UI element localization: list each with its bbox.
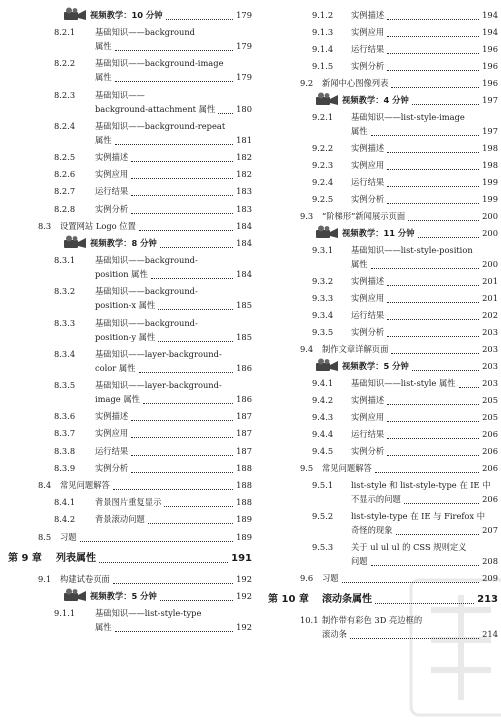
page-number: 183: [236, 203, 252, 214]
entry-number: 8.3.3: [54, 317, 76, 328]
page-number: 200: [482, 228, 498, 238]
entry-title: 运行结果: [95, 186, 129, 197]
page-number: 186: [236, 362, 252, 373]
page-number: 192: [236, 574, 252, 584]
page-number: 199: [482, 194, 498, 204]
entry-number: 9.2.5: [312, 194, 334, 204]
entry-number: 8.3.4: [54, 348, 76, 359]
entry-number: 9.1.2: [312, 10, 334, 20]
leader-dots: [164, 505, 233, 507]
entry-title: 视频教学：5 分钟: [90, 591, 157, 602]
entry-title: 运行结果: [351, 310, 385, 320]
leader-dots: [387, 18, 479, 20]
page-number: 213: [477, 594, 498, 605]
entry-title: 基础知识——: [95, 89, 145, 100]
entry-title: 实例应用: [351, 293, 385, 303]
entry-title: 实例应用: [95, 169, 129, 180]
entry-title: 视频教学：8 分钟: [90, 238, 157, 248]
leader-dots: [115, 143, 233, 145]
leader-dots: [387, 168, 479, 170]
entry-title: 实例描述: [351, 276, 385, 286]
entry-title: 背景图片重复显示: [95, 497, 162, 508]
leader-dots: [131, 194, 233, 196]
watermark-seal: [401, 570, 501, 720]
entry-title: 实例描述: [351, 143, 385, 153]
leader-dots: [387, 301, 479, 303]
page-number: 197: [482, 126, 498, 136]
entry-title: 实例分析: [95, 462, 129, 473]
entry-title-cont: 问题: [351, 556, 368, 566]
entry-number: 9.6: [300, 573, 314, 583]
entry-number: 9.4.3: [312, 412, 334, 422]
leader-dots: [371, 267, 479, 269]
leader-dots: [115, 80, 233, 82]
entry-number: 9.5.1: [312, 480, 334, 490]
leader-dots: [418, 236, 479, 238]
leader-dots: [412, 103, 479, 105]
entry-number: 9.3: [300, 211, 314, 221]
page-number: 214: [482, 629, 498, 639]
page-number: 185: [236, 331, 252, 342]
entry-number: 8.3.6: [54, 411, 76, 422]
page-number: 196: [482, 61, 498, 71]
entry-title-cont: 属性: [95, 134, 112, 145]
entry-title: 视频教学：5 分钟: [342, 361, 409, 371]
leader-dots: [396, 533, 479, 535]
leader-dots: [459, 386, 479, 388]
leader-dots: [148, 522, 233, 524]
page-number: 202: [482, 310, 498, 320]
entry-number: 9.1.3: [312, 27, 334, 37]
entry-number: 8.4: [38, 480, 52, 490]
leader-dots: [391, 352, 479, 354]
leader-dots: [160, 599, 233, 601]
leader-dots: [166, 18, 233, 20]
leader-dots: [371, 564, 479, 566]
entry-number: 9.5.2: [312, 511, 334, 521]
entry-number: 9.2.3: [312, 160, 334, 170]
leader-dots: [151, 277, 233, 279]
entry-title: “阶梯形”新闻展示页面: [322, 211, 406, 221]
page-number: 196: [482, 44, 498, 54]
entry-title: 制作文章详解页面: [322, 344, 389, 354]
entry-number: 10.1: [300, 615, 319, 625]
page-number: 209: [482, 573, 498, 583]
entry-number: 8.2.8: [54, 203, 76, 214]
entry-title: 新闻中心图像列表: [322, 78, 389, 88]
leader-dots: [131, 454, 233, 456]
entry-title: 运行结果: [351, 44, 385, 54]
page-number: 201: [482, 276, 498, 286]
page-number: 179: [236, 72, 252, 83]
page-number: 207: [482, 525, 498, 535]
entry-number: 9.2.4: [312, 177, 334, 187]
entry-title: 基础知识——background: [95, 27, 195, 38]
entry-title: 视频教学：4 分钟: [342, 95, 409, 105]
entry-title: 关于 ul ul ul 的 CSS 规则定义: [351, 542, 467, 552]
entry-title-cont: 属性: [95, 41, 112, 52]
page-number: 189: [236, 531, 252, 542]
entry-title: 基础知识——background-: [95, 255, 198, 266]
entry-number: 8.3.7: [54, 428, 76, 439]
entry-title-cont: image 属性: [95, 394, 140, 404]
video-camera-icon: [314, 225, 340, 239]
leader-dots: [371, 134, 479, 136]
entry-number: 9.4.2: [312, 395, 334, 405]
leader-dots: [80, 540, 233, 542]
page-number: 184: [236, 269, 252, 280]
entry-number: 8.5: [38, 531, 52, 542]
leader-dots: [387, 420, 479, 422]
entry-number: 9.2.1: [312, 112, 334, 122]
entry-number: 9.3.4: [312, 310, 334, 320]
entry-title-cont: background-attachment 属性: [95, 103, 216, 114]
page-number: 188: [236, 480, 252, 490]
entry-title-cont: 奇怪的现象: [351, 525, 393, 535]
page-number: 182: [236, 169, 252, 180]
entry-title: 设置网站 Logo 位置: [60, 220, 136, 231]
leader-dots: [387, 185, 479, 187]
entry-number: 9.5.3: [312, 542, 334, 552]
entry-title: 背景滚动问题: [95, 514, 145, 525]
page-number: 179: [236, 41, 252, 52]
entry-title: 实例分析: [95, 203, 129, 214]
page-number: 180: [236, 103, 252, 114]
page-number: 199: [482, 177, 498, 187]
entry-number: 9.4.1: [312, 378, 334, 388]
entry-number: 8.2.1: [54, 27, 76, 38]
leader-dots: [391, 86, 479, 88]
entry-title-cont: 滚动条: [322, 629, 347, 639]
page-number: 181: [236, 134, 252, 145]
page-number: 187: [236, 428, 252, 439]
leader-dots: [412, 369, 479, 371]
page-number: 187: [236, 411, 252, 422]
page-number: 203: [482, 361, 498, 371]
entry-title-cont: color 属性: [95, 362, 136, 373]
page-number: 182: [236, 152, 252, 162]
page-number: 201: [482, 293, 498, 303]
entry-title: 实例分析: [351, 446, 385, 456]
entry-number: 8.2.3: [54, 89, 76, 100]
page-number: 188: [236, 462, 252, 473]
leader-dots: [131, 212, 233, 214]
video-camera-icon: [62, 7, 88, 21]
entry-number: 8.2.2: [54, 58, 76, 69]
entry-title: 常见问题解答: [60, 480, 110, 490]
entry-title: 实例描述: [351, 395, 385, 405]
leader-dots: [131, 177, 233, 179]
entry-number: 9.3.1: [312, 245, 334, 255]
page-number: 192: [236, 622, 252, 633]
video-camera-icon: [62, 588, 88, 602]
leader-dots: [131, 419, 233, 421]
entry-title-cont: 属性: [95, 622, 112, 633]
page-number: 203: [482, 327, 498, 337]
leader-dots: [158, 308, 233, 310]
entry-number: 9.4.4: [312, 429, 334, 439]
entry-number: 8.2.6: [54, 169, 76, 180]
entry-number: 8.3.1: [54, 255, 76, 266]
page-number: 194: [482, 27, 498, 37]
entry-title-cont: position-x 属性: [95, 300, 156, 311]
leader-dots: [99, 561, 228, 563]
entry-number: 8.3.2: [54, 286, 76, 297]
entry-title: list-style 和 list-style-type 在 IE 中: [351, 480, 491, 490]
entry-title: 实例描述: [95, 152, 129, 162]
leader-dots: [218, 112, 233, 114]
entry-number: 9.1.4: [312, 44, 334, 54]
entry-title-cont: 属性: [351, 259, 368, 269]
entry-title: 实例应用: [351, 27, 385, 37]
entry-number: 9.4.5: [312, 446, 334, 456]
entry-number: 8.2.5: [54, 152, 76, 162]
entry-title-cont: 属性: [351, 126, 368, 136]
entry-number: 8.3.5: [54, 380, 76, 390]
entry-title: list-style-type 在 IE 与 Firefox 中: [351, 511, 486, 521]
page-number: 198: [482, 143, 498, 153]
page-number: 200: [482, 259, 498, 269]
entry-number: 8.3.8: [54, 445, 76, 456]
entry-number: 8.2.4: [54, 120, 76, 131]
entry-number: 9.1.1: [54, 608, 76, 619]
page-number: 203: [482, 378, 498, 388]
leader-dots: [375, 471, 479, 473]
entry-title: 基础知识——list-style 属性: [351, 378, 456, 388]
entry-number: 8.4.1: [54, 497, 76, 508]
leader-dots: [115, 49, 233, 51]
entry-title: 习题: [322, 573, 339, 583]
entry-number: 第 10 章: [268, 594, 309, 605]
entry-number: 9.3.5: [312, 327, 334, 337]
page-number: 206: [482, 446, 498, 456]
entry-title: 滚动条属性: [322, 594, 372, 605]
leader-dots: [404, 502, 479, 504]
entry-title: 视频教学：11 分钟: [342, 228, 415, 238]
page-number: 179: [236, 10, 252, 20]
entry-title: 运行结果: [95, 445, 129, 456]
entry-number: 9.4: [300, 344, 314, 354]
page-number: 184: [236, 220, 252, 231]
page-number: 206: [482, 429, 498, 439]
page-number: 198: [482, 160, 498, 170]
entry-title: 实例描述: [351, 10, 385, 20]
page-number: 185: [236, 300, 252, 311]
entry-number: 9.5: [300, 463, 314, 473]
entry-title: 习题: [60, 531, 77, 542]
entry-title: 实例分析: [351, 327, 385, 337]
leader-dots: [131, 471, 233, 473]
video-camera-icon: [62, 235, 88, 249]
page-number: 189: [236, 514, 252, 525]
page-number: 206: [482, 463, 498, 473]
video-camera-icon: [314, 92, 340, 106]
entry-title-cont: 不显示的问题: [351, 494, 401, 504]
page-number: 208: [482, 556, 498, 566]
leader-dots: [139, 371, 233, 373]
leader-dots: [131, 436, 233, 438]
entry-title: 基础知识——layer-background-: [95, 380, 222, 390]
leader-dots: [387, 151, 479, 153]
entry-title: 基础知识——background-image: [95, 58, 224, 69]
entry-title-cont: position 属性: [95, 269, 148, 280]
entry-number: 9.1: [38, 574, 52, 584]
leader-dots: [387, 437, 479, 439]
page-number: 206: [482, 494, 498, 504]
entry-title: 基础知识——background-repeat: [95, 120, 226, 131]
leader-dots: [113, 488, 233, 490]
entry-title: 基础知识——layer-background-: [95, 348, 222, 359]
entry-title: 构建试卷页面: [60, 574, 110, 584]
leader-dots: [387, 69, 479, 71]
page-number: 191: [231, 552, 252, 564]
leader-dots: [387, 335, 479, 337]
page-number: 203: [482, 344, 498, 354]
entry-number: 9.2: [300, 78, 314, 88]
entry-title: 基础知识——background-: [95, 286, 198, 297]
leader-dots: [139, 229, 233, 231]
leader-dots: [113, 582, 233, 584]
entry-number: 9.2.2: [312, 143, 334, 153]
page-number: 183: [236, 186, 252, 197]
entry-title: 基础知识——list-style-type: [95, 608, 202, 619]
entry-title: 列表属性: [56, 552, 96, 564]
page-number: 205: [482, 395, 498, 405]
entry-title: 实例分析: [351, 194, 385, 204]
leader-dots: [408, 219, 479, 221]
entry-title: 实例应用: [351, 160, 385, 170]
entry-number: 8.3: [38, 220, 52, 231]
entry-title: 制作带有彩色 3D 亮边框的: [322, 615, 423, 625]
entry-title: 实例应用: [95, 428, 129, 439]
entry-title: 常见问题解答: [322, 463, 372, 473]
leader-dots: [387, 454, 479, 456]
leader-dots: [131, 160, 233, 162]
entry-title-cont: 属性: [95, 72, 112, 83]
page-number: 200: [482, 211, 498, 221]
leader-dots: [387, 403, 479, 405]
page-number: 187: [236, 445, 252, 456]
entry-title: 视频教学：10 分钟: [90, 10, 163, 20]
leader-dots: [158, 340, 233, 342]
leader-dots: [387, 284, 479, 286]
entry-title: 运行结果: [351, 429, 385, 439]
entry-title: 基础知识——list-style-image: [351, 112, 465, 122]
entry-number: 8.3.9: [54, 462, 76, 473]
leader-dots: [143, 402, 233, 404]
entry-number: 8.4.2: [54, 514, 76, 525]
leader-dots: [115, 630, 233, 632]
leader-dots: [387, 52, 479, 54]
page-number: 197: [482, 95, 498, 105]
leader-dots: [387, 35, 479, 37]
entry-title: 基础知识——list-style-position: [351, 245, 473, 255]
page-number: 186: [236, 394, 252, 404]
leader-dots: [160, 246, 233, 248]
leader-dots: [387, 318, 479, 320]
page-number: 205: [482, 412, 498, 422]
page-number: 188: [236, 497, 252, 508]
page-number: 196: [482, 78, 498, 88]
entry-number: 9.3.2: [312, 276, 334, 286]
entry-title: 基础知识——background-: [95, 317, 198, 328]
entry-title: 运行结果: [351, 177, 385, 187]
entry-number: 8.2.7: [54, 186, 76, 197]
page-number: 194: [482, 10, 498, 20]
page-number: 192: [236, 591, 252, 602]
leader-dots: [387, 202, 479, 204]
entry-number: 9.1.5: [312, 61, 334, 71]
entry-number: 9.3.3: [312, 293, 334, 303]
entry-title-cont: position-y 属性: [95, 331, 156, 342]
entry-title: 实例应用: [351, 412, 385, 422]
page-number: 184: [236, 238, 252, 248]
entry-number: 第 9 章: [8, 552, 42, 564]
video-camera-icon: [314, 358, 340, 372]
entry-title: 实例分析: [351, 61, 385, 71]
entry-title: 实例描述: [95, 411, 129, 422]
